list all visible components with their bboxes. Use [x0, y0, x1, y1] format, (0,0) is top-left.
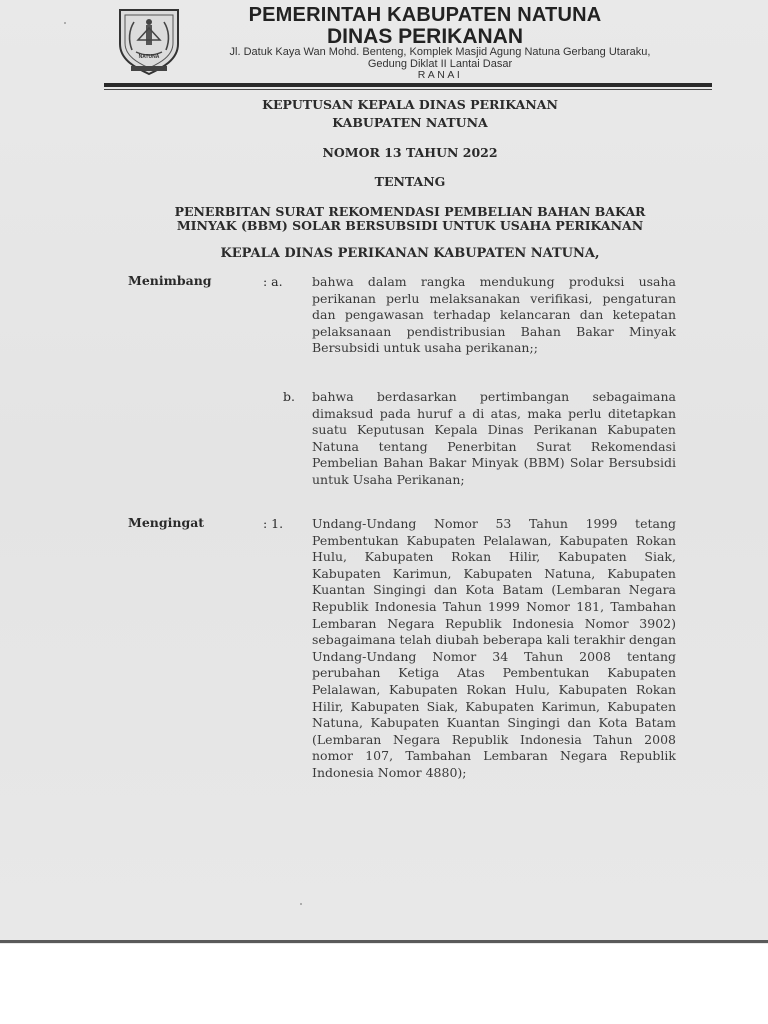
mengingat-label: Mengingat	[128, 515, 205, 530]
scan-speck	[64, 22, 66, 24]
menimbang-label: Menimbang	[128, 273, 212, 288]
menimbang-item-a-text: bahwa dalam rangka mendukung produksi usaha perikanan perlu melaksanakan verifikasi, pengaturan dan pengawasan terhadap kelancaran dan ketepatan pelaksanaan pendistribusian Bahan Bakar Minyak Bersubsidi untuk usaha perikanan;;	[312, 274, 676, 356]
emblem-caption: NATUNA	[138, 54, 160, 60]
letterhead-government: PEMERINTAH KABUPATEN NATUNA	[248, 4, 602, 26]
menimbang-item-a-marker: : a.	[263, 274, 283, 289]
decree-title-line-1: KEPUTUSAN KEPALA DINAS PERIKANAN	[262, 97, 558, 112]
decree-title-line-2: KABUPATEN NATUNA	[332, 115, 488, 130]
decree-issuer: KEPALA DINAS PERIKANAN KABUPATEN NATUNA,	[220, 246, 600, 261]
decree-number: NOMOR 13 TAHUN 2022	[322, 145, 498, 160]
mengingat-item-1-text: Undang-Undang Nomor 53 Tahun 1999 tetang Pembentukan Kabupaten Pelalawan, Kabupaten Rokan Hulu, Kabupaten Rokan Hilir, Kabupaten Siak, Kabupaten Karimun, Kabupaten Natuna, Kabupaten Kuantan Singingi dan Kota Batam (Lembaran Negara Republik Indonesia Tahun 1999 Nomor 181, Tambahan Lembaran Negara Republik Indonesia Nomor 3902) sebagaimana telah diubah beberapa kali terakhir dengan Undang-Undang Nomor 34 Tahun 2008 tentang perubahan Ketiga Atas Pembentukan Kabupaten Pelalawan, Kabupaten Rokan Hulu, Kabupaten Rokan Hilir, Kabupaten Siak, Kabupaten Karimun, Kabupaten Natuna, Kabupaten Kuantan Singingi dan Kota Batam (Lembaran Negara Republik Indonesia Tahun 2008 nomor 107, Tambahan Lembaran Negara Republik Indonesia Nomor 4880);	[312, 516, 676, 780]
scan-bottom-edge	[0, 940, 768, 943]
decree-subject-line-2: MINYAK (BBM) SOLAR BERSUBSIDI UNTUK USAHA PERIKANAN	[176, 218, 644, 233]
letterhead-address	[190, 46, 690, 70]
decree-subject-line-1: PENERBITAN SURAT REKOMENDASI PEMBELIAN BAHAN BAKAR	[174, 204, 646, 219]
menimbang-item-b-marker: b.	[283, 389, 295, 404]
mengingat-item-1-marker: : 1.	[263, 516, 284, 531]
address-line-1: Jl. Datuk Kaya Wan Mohd. Benteng, Komplek Masjid Agung Natuna Gerbang Utaraku,	[229, 46, 651, 58]
letterhead-rule-thin	[104, 89, 712, 90]
scan-speck	[300, 903, 302, 905]
letterhead-department: DINAS PERIKANAN	[326, 25, 523, 48]
letterhead-rule	[104, 83, 712, 87]
menimbang-item-b-text: bahwa berdasarkan pertimbangan sebagaimana dimaksud pada huruf a di atas, maka perlu ditetapkan suatu Keputusan Kepala Dinas Perikanan Kabupaten Natuna tentang Penerbitan Surat Rekomendasi Pembelian Bahan Bakar Minyak (BBM) Solar Bersubsidi untuk Usaha Perikanan;	[312, 389, 676, 487]
letterhead-city: RANAI	[417, 69, 463, 81]
decree-about: TENTANG	[374, 174, 446, 189]
address-line-2: Gedung Diklat II Lantai Dasar	[367, 58, 513, 70]
